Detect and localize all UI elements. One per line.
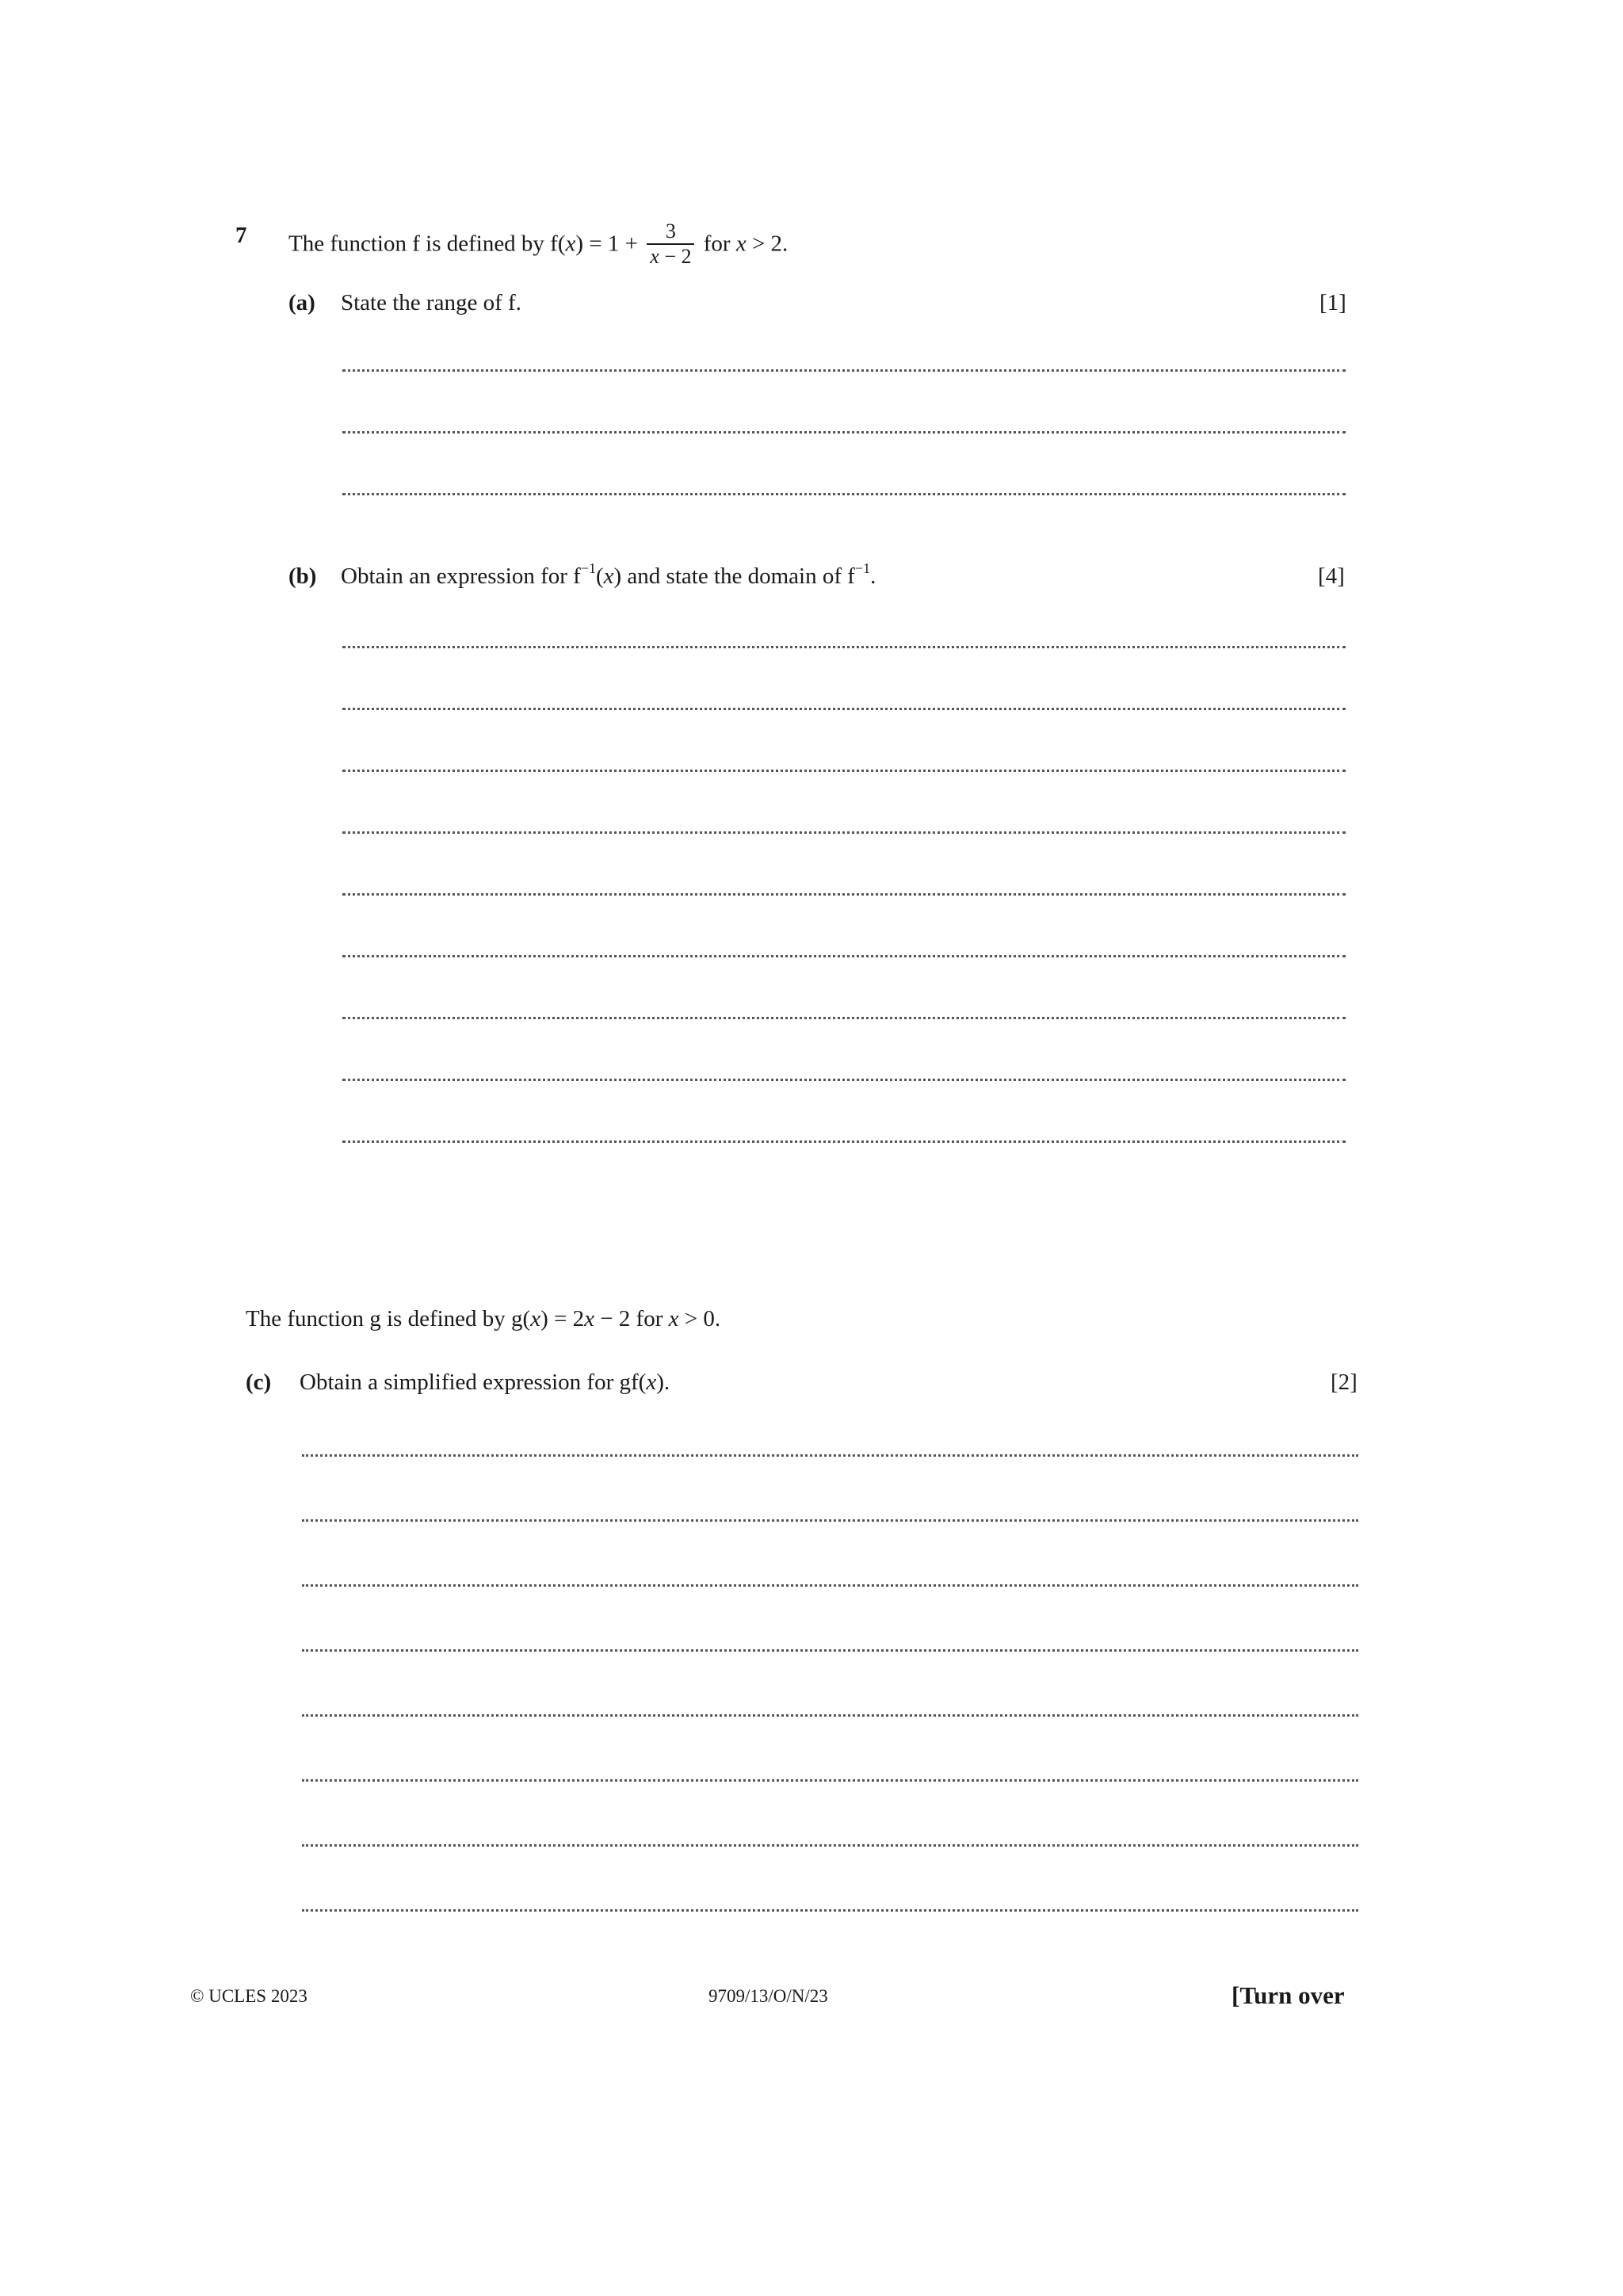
den-x: x <box>650 245 659 268</box>
g-x3: x <box>668 1306 679 1331</box>
answer-line[interactable] <box>302 1649 1358 1652</box>
part-b-text-1: Obtain an expression for f <box>341 563 581 589</box>
answer-line[interactable] <box>342 1017 1346 1019</box>
part-b-label: (b) <box>288 563 317 589</box>
stem-fraction <box>647 220 694 269</box>
g-text-2: ) = 2 <box>540 1306 585 1331</box>
part-c-text-1: Obtain a simplified expression for gf( <box>300 1370 647 1395</box>
part-b-sup-1: −1 <box>580 560 596 577</box>
g-x2: x <box>584 1306 594 1331</box>
answer-line[interactable] <box>342 646 1346 648</box>
answer-line[interactable] <box>302 1584 1358 1587</box>
part-b-sup-2: −1 <box>854 560 871 577</box>
footer-turn-over: [Turn over <box>1232 1981 1345 2009</box>
g-x1: x <box>530 1306 541 1331</box>
answer-line[interactable] <box>342 708 1346 710</box>
part-c-marks: [2] <box>1331 1370 1358 1395</box>
question-number: 7 <box>235 223 247 248</box>
answer-line[interactable] <box>302 1714 1358 1717</box>
answer-line[interactable] <box>342 893 1346 896</box>
part-c-label: (c) <box>246 1370 272 1395</box>
part-a-label: (a) <box>288 290 315 315</box>
answer-line[interactable] <box>342 1140 1346 1143</box>
part-a-text: State the range of f. <box>341 290 521 315</box>
den-rest: − 2 <box>659 245 692 268</box>
part-a-marks: [1] <box>1319 290 1346 315</box>
part-c-text <box>300 1368 670 1396</box>
stem-x: x <box>565 231 576 257</box>
footer-paper-code: 9709/13/O/N/23 <box>708 1986 828 2006</box>
fraction-numerator: 3 <box>647 220 694 245</box>
answer-line[interactable] <box>342 493 1346 495</box>
part-b-text <box>341 562 876 590</box>
part-c-text-2: ). <box>656 1370 670 1395</box>
g-text-4: > 0. <box>678 1306 721 1331</box>
answer-line[interactable] <box>302 1909 1358 1912</box>
answer-line[interactable] <box>342 369 1346 372</box>
part-b-marks: [4] <box>1318 563 1345 589</box>
answer-line[interactable] <box>342 770 1346 772</box>
question-stem <box>288 221 788 270</box>
part-b-text-2: ( <box>595 563 604 589</box>
g-text-1: The function g is defined by g( <box>246 1306 531 1331</box>
part-b-x: x <box>603 563 614 589</box>
answer-line[interactable] <box>342 831 1346 834</box>
stem-suffix-post: > 2. <box>746 231 789 257</box>
fraction-denominator <box>647 245 694 269</box>
answer-line[interactable] <box>302 1844 1358 1847</box>
answer-line[interactable] <box>302 1454 1358 1457</box>
part-b-text-4: . <box>870 563 876 589</box>
answer-line[interactable] <box>302 1779 1358 1782</box>
answer-line[interactable] <box>342 955 1346 957</box>
g-text-3: − 2 for <box>594 1306 669 1331</box>
stem-suffix-pre: for <box>697 231 736 257</box>
stem-prefix: The function f is defined by f( <box>288 231 566 257</box>
g-definition <box>246 1305 720 1333</box>
part-b-text-3: ) and state the domain of f <box>613 563 855 589</box>
answer-line[interactable] <box>342 431 1346 434</box>
stem-mid: ) = 1 + <box>575 231 639 257</box>
stem-suffix-x: x <box>735 231 747 257</box>
answer-line[interactable] <box>302 1519 1358 1522</box>
answer-line[interactable] <box>342 1079 1346 1081</box>
footer-copyright: © UCLES 2023 <box>190 1986 307 2006</box>
part-c-x: x <box>646 1370 657 1395</box>
